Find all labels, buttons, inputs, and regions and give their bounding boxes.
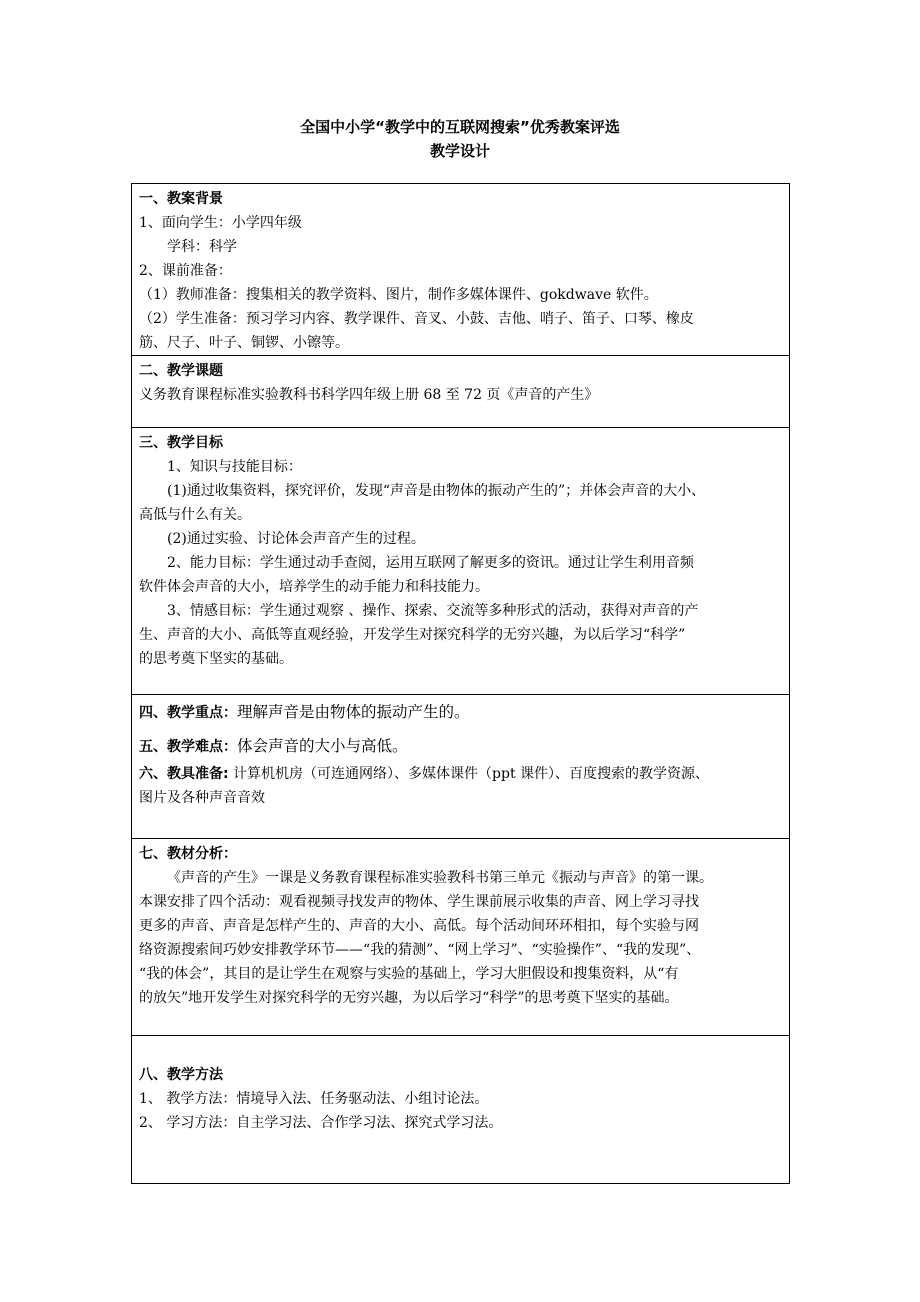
goals-knowledge-1b: 高低与什么有关。 <box>139 507 251 523</box>
lesson-plan-table <box>131 183 790 1184</box>
goals-knowledge-1a: (1)通过收集资料，探究评价，发现“声音是由物体的振动产生的”；并体会声音的大小、 <box>167 483 706 499</box>
document-title: 全国中小学“教学中的互联网搜索”优秀教案评选 <box>300 118 620 136</box>
tools-text-a: 计算机机房（可连通网络）、多媒体课件（ppt 课件）、百度搜索的教学资源、 <box>228 766 710 782</box>
methods-teaching: 1、 教学方法：情境导入法、任务驱动法、小组讨论法。 <box>139 1091 489 1107</box>
focus-text: 理解声音是由物体的振动产生的。 <box>237 703 470 721</box>
goals-ability-b: 软件体会声音的大小，培养学生的动手能力和科技能力。 <box>139 579 489 595</box>
methods-learning: 2、 学习方法：自主学习法、合作学习法、探究式学习法。 <box>139 1115 503 1131</box>
tools-label: 六、教具准备: <box>139 766 229 782</box>
goals-emotion-c: 的思考奠下坚实的基础。 <box>139 651 293 667</box>
teacher-prep: （1）教师准备：搜集相关的教学资料、图片，制作多媒体课件、gokdwave 软件。 <box>139 287 658 303</box>
analysis-heading: 七、教材分析： <box>139 846 237 862</box>
topic-text: 义务教育课程标准实验教科书科学四年级上册 68 至 72 页《声音的产生》 <box>139 387 599 403</box>
tools-text-b: 图片及各种声音音效 <box>139 790 265 806</box>
goals-heading: 三、教学目标 <box>139 435 223 451</box>
section-goals <box>132 428 790 695</box>
goals-ability-a: 2、能力目标：学生通过动手查阅，运用互联网了解更多的资讯。通过让学生利用音频 <box>167 555 694 571</box>
section-topic <box>132 356 790 428</box>
background-subject: 学科：科学 <box>167 239 237 255</box>
background-audience: 1、面向学生：小学四年级 <box>139 215 302 231</box>
focus-label: 四、教学重点： <box>139 705 237 721</box>
methods-heading: 八、教学方法 <box>139 1067 223 1083</box>
document-subtitle: 教学设计 <box>429 142 490 160</box>
section-background <box>132 184 790 356</box>
difficulty-label: 五、教学难点： <box>139 739 237 755</box>
goals-knowledge-label: 1、知识与技能目标： <box>167 459 302 475</box>
analysis-line-3: 更多的声音、声音是怎样产生的、声音的大小、高低。每个活动间环环相扣，每个实验与网 <box>139 918 699 934</box>
goals-emotion-b: 生、声音的大小、高低等直观经验，开发学生对探究科学的无穷兴趣，为以后学习“科学” <box>139 627 686 643</box>
analysis-line-4: 络资源搜索间巧妙安排教学环节——“我的猜测”、“网上学习”、“实验操作”、“我的发现”、 <box>139 942 701 958</box>
topic-heading: 二、教学课题 <box>139 363 223 379</box>
analysis-line-6: 的放矢”地开发学生对探究科学的无穷兴趣，为以后学习“科学”的思考奠下坚实的基础。 <box>139 990 679 1006</box>
section-analysis <box>132 839 790 1036</box>
section-methods <box>132 1036 790 1184</box>
focus-line <box>139 698 780 727</box>
analysis-line-1: 《声音的产生》一课是义务教育课程标准实验教科书第三单元《振动与声音》的第一课。 <box>167 870 713 886</box>
goals-knowledge-2: (2)通过实验、讨论体会声音产生的过程。 <box>167 531 425 547</box>
section-key-points <box>132 695 790 839</box>
background-prep-label: 2、课前准备： <box>139 263 232 279</box>
background-heading: 一、教案背景 <box>139 191 223 207</box>
analysis-line-5: “我的体会”，其目的是让学生在观察与实验的基础上，学习大胆假设和搜集资料，从“有 <box>139 966 679 982</box>
student-prep-line-2: 筋、尺子、叶子、铜锣、小镲等。 <box>139 335 349 351</box>
difficulty-text: 体会声音的大小与高低。 <box>237 737 408 755</box>
student-prep-line-1: （2）学生准备：预习学习内容、教学课件、音叉、小鼓、吉他、哨子、笛子、口琴、橡皮 <box>139 311 694 327</box>
analysis-line-2: 本课安排了四个活动：观看视频寻找发声的物体、学生课前展示收集的声音、网上学习寻找 <box>139 894 699 910</box>
goals-emotion-a: 3、情感目标：学生通过观察 、操作、探索、交流等多种形式的活动，获得对声音的产 <box>167 603 699 619</box>
difficulty-line <box>139 731 780 762</box>
tools-line <box>139 762 780 786</box>
